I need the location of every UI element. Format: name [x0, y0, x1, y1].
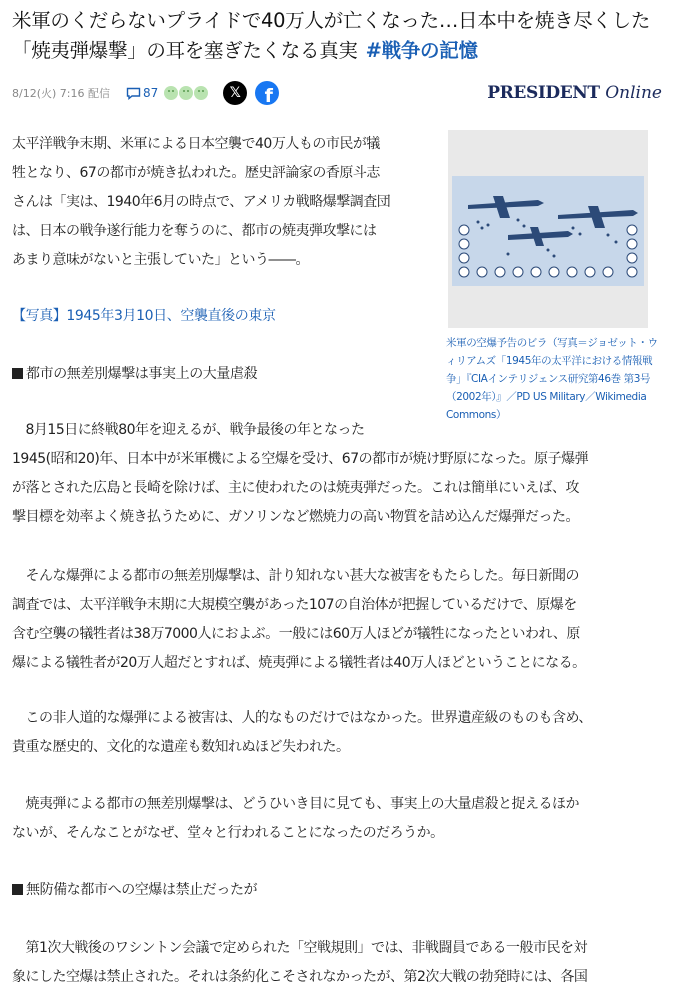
comment-icon [126, 87, 141, 100]
body-paragraph: 焼夷弾による都市の無差別爆撃は、どうひいき目に見ても、事実上の大量虐殺と捉えるほか ないが、そんなことがなぜ、堂々と行われることになったのだろうか。 [12, 796, 579, 841]
share-x-button[interactable] [223, 81, 247, 105]
hashtag-link[interactable]: #戦争の記憶 [365, 39, 478, 62]
photo-link-tag: 【写真】 [12, 308, 67, 324]
section-heading: 都市の無差別爆撃は事実上の大量虐殺 [12, 360, 257, 389]
publish-date: 8/12(火) 7:16 配信 [12, 87, 110, 100]
brand-logo[interactable] [487, 83, 662, 103]
facebook-logo-icon: f [264, 85, 273, 105]
photo-link[interactable] [12, 302, 276, 331]
article-meta-bar [12, 80, 662, 106]
article-title [12, 6, 664, 66]
photo-link-text: 1945年3月10日、空襲直後の東京 [66, 308, 276, 324]
article-title-text: 米軍のくだらないプライドで40万人が亡くなった…日本中を焼き尽くした「焼夷弾爆撃」の耳を塞ぎたくなる真実 [12, 9, 651, 62]
brand-suffix: Online [605, 83, 662, 103]
comment-count: 87 [142, 86, 159, 100]
body-paragraph: そんな爆弾による都市の無差別爆撃は、計り知れない甚大な被害をもたらした。毎日新聞の 調査では、太平洋戦争末期に大規模空襲があった107の自治体が把握しているだけで、原爆を 含む空襲の犠牲者は38万7000人におよぶ。一般には60万人ほどが犠牲になったといわれ、原 爆による犠牲者が20万人超だとすれば、焼夷弾による犠牲者は40万人ほどということになる。 [12, 568, 586, 671]
smiley-icon [179, 86, 193, 100]
article-lead: 太平洋戦争末期、米軍による日本空襲で40万人もの市民が犠 牲となり、67の都市が焼き払われた。歴史評論家の香原斗志 さんは「実は、1940年6月の時点で、アメリカ戦略爆撃調査団 は、日本の戦争遂行能力を奪うのに、都市の焼夷弾攻撃には あまり意味がないと主張していた」という――。 [12, 136, 391, 268]
brand-name: PRESIDENT [487, 83, 600, 103]
share-facebook-button[interactable] [255, 81, 279, 105]
reaction-group[interactable] [164, 86, 209, 100]
smiley-icon [194, 86, 208, 100]
x-logo-icon: 𝕏 [229, 85, 241, 101]
figure-caption[interactable]: 米軍の空爆予告のビラ（写真＝ジョゼット・ウィリアムズ「1945年の太平洋における情報戦争」『CIAインテリジェンス研究第46巻 第3号（2002年）』／PD US Military／Wikimedia Commons） [446, 337, 658, 421]
section-heading: 無防備な都市への空爆は禁止だったが [12, 876, 257, 905]
body-paragraph: この非人道的な爆弾による被害は、人的なものだけではなかった。世界遺産級のものも含め、 貴重な歴史的、文化的な遺産も数知れぬほど失われた。 [12, 710, 592, 755]
smiley-icon [164, 86, 178, 100]
leaflet-image [448, 130, 648, 328]
body-paragraph: 8月15日に終戦80年を迎えるが、戦争最後の年となった 1945(昭和20)年、日本中が米軍機による空爆を受け、67の都市が焼け野原になった。原子爆弾 が落とされた広島と長崎を除けば、主に使われたのは焼夷弾だった。これは簡単にいえば、攻 撃目標を効率よく焼き払うために、ガソリンなど燃焼力の高い物質を詰め込んだ爆弾だった。 [12, 422, 589, 525]
comment-button[interactable] [126, 86, 158, 100]
article-figure[interactable] [448, 130, 648, 328]
body-paragraph: 第1次大戦後のワシントン会議で定められた「空戦規則」では、非戦闘員である一般市民を対 象にした空爆は禁止された。それは条約化こそされなかったが、第2次大戦の勃発時には、各国 [12, 940, 588, 985]
